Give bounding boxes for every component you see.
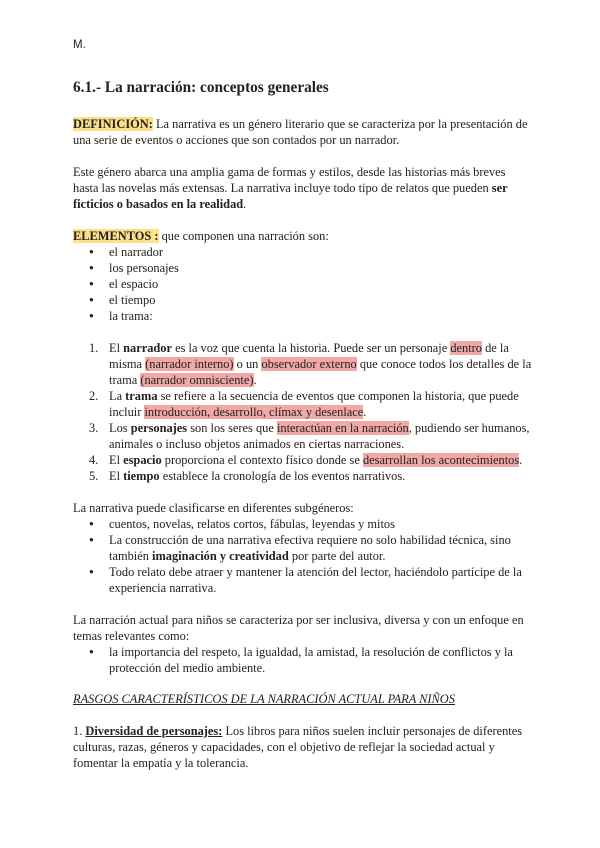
list-item: ● el espacio <box>73 276 533 292</box>
scope-text-end: . <box>243 197 247 211</box>
text-run: El <box>109 469 124 483</box>
highlighted-text: dentro <box>450 341 482 355</box>
children-intro: La narración actual para niños se caracteriza por ser inclusiva, diversa y con un enfoque en temas relevantes como: <box>73 613 524 643</box>
text-run: son los seres que <box>187 421 277 435</box>
bold-text: personajes <box>130 421 188 435</box>
numbered-item <box>73 452 533 468</box>
list-item: ● la trama: <box>73 308 533 324</box>
item-number: 2. <box>89 389 99 403</box>
text-run: proporciona el contexto físico donde se <box>161 453 363 467</box>
definition-text: La narrativa es un género literario que se caracteriza por la presentación de una serie de eventos o acciones que son contados por un narrador. <box>73 117 528 147</box>
numbered-item <box>73 340 533 388</box>
scope-paragraph <box>73 164 533 212</box>
list-item: ● los personajes <box>73 260 533 276</box>
text-run: . <box>363 405 367 419</box>
bold-text: trama <box>125 389 158 403</box>
scope-bold: ser ficticios o basados en la realidad <box>73 181 508 211</box>
highlighted-text: interactúan en la narración <box>276 421 409 435</box>
highlighted-text: introducción, desarrollo, clímax y desenlace <box>144 405 364 419</box>
text-run: de la misma <box>109 341 509 371</box>
bold-text: narrador <box>123 341 172 355</box>
section-heading: RASGOS CARACTERÍSTICOS DE LA NARRACIÓN ACTUAL PARA NIÑOS <box>73 692 455 706</box>
text-run: Todo relato debe atraer y mantener la atención del lector, haciéndolo partícipe de la experiencia narrativa. <box>109 565 522 595</box>
text-run: es la voz que cuenta la historia. Puede ser un personaje <box>171 341 451 355</box>
subgenres-list <box>73 516 533 596</box>
text-run: El <box>109 341 124 355</box>
elements-intro-text: que componen una narración son: <box>158 229 329 243</box>
subgenres-intro: La narrativa puede clasificarse en diferentes subgéneros: <box>73 501 354 515</box>
numbered-item <box>73 420 533 452</box>
list-item: ● el tiempo <box>73 292 533 308</box>
highlighted-text: observador externo <box>261 357 357 371</box>
text-run: , pudiendo ser humanos, animales o incluso objetos animados en ciertas narraciones. <box>109 421 530 451</box>
item-number: 1. <box>89 341 99 355</box>
trait-paragraph <box>73 723 533 771</box>
text-run: Los <box>109 421 131 435</box>
trait-text: Los libros para niños suelen incluir personajes de diferentes culturas, razas, géneros y capacidades, con el objetivo de reflejar la sociedad actual y fomentar la empatía y la tolerancia. <box>73 724 523 770</box>
text-run: La <box>109 389 126 403</box>
elements-intro <box>73 228 533 244</box>
bold-text: tiempo <box>123 469 160 483</box>
text-run: se refiere a la secuencia de eventos que componen la historia, que puede incluir <box>109 389 519 419</box>
item-number: 5. <box>89 469 99 483</box>
numbered-item <box>73 388 533 420</box>
text-run: La construcción de una narrativa efectiva requiere no solo habilidad técnica, sino también <box>109 533 511 563</box>
definition-label: DEFINICIÓN: <box>73 117 153 131</box>
elements-label: ELEMENTOS : <box>73 229 159 243</box>
page-title: 6.1.- La narración: conceptos generales <box>73 79 329 96</box>
numbered-item <box>73 468 533 484</box>
text-run: establece la cronología de los eventos narrativos. <box>159 469 406 483</box>
list-item <box>73 532 533 564</box>
highlighted-text: (narrador omnisciente) <box>140 373 254 387</box>
trait-label: Diversidad de personajes: <box>85 724 223 738</box>
text-run: cuentos, novelas, relatos cortos, fábulas, leyendas y mitos <box>109 517 395 531</box>
text-run: El <box>109 453 124 467</box>
text-run: por parte del autor. <box>288 549 386 563</box>
item-number: 4. <box>89 453 99 467</box>
list-item <box>73 516 533 532</box>
bold-text: espacio <box>123 453 162 467</box>
elements-list <box>73 244 533 324</box>
list-item <box>73 564 533 596</box>
highlighted-text: (narrador interno) <box>145 357 234 371</box>
elements-detail-list <box>73 340 533 484</box>
item-number: 3. <box>89 421 99 435</box>
scope-text: Este género abarca una amplia gama de formas y estilos, desde las historias más breves hasta las novelas más extensas. La narrativa incluye todo tipo de relatos que pueden <box>73 165 506 195</box>
header-initial: M. <box>73 39 86 51</box>
bold-text: imaginación y creatividad <box>152 549 289 563</box>
list-item: ● la importancia del respeto, la igualdad, la amistad, la resolución de conflictos y la protección del medio ambiente. <box>73 644 533 676</box>
text-run: . <box>519 453 523 467</box>
trait-number: 1. <box>73 724 86 738</box>
children-list <box>73 644 533 676</box>
text-run: que conoce todos los detalles de la trama <box>109 357 532 387</box>
definition-paragraph <box>73 116 533 148</box>
list-item: ● el narrador <box>73 244 533 260</box>
highlighted-text: desarrollan los acontecimientos <box>362 453 520 467</box>
text-run: o un <box>233 357 262 371</box>
text-run: . <box>253 373 257 387</box>
